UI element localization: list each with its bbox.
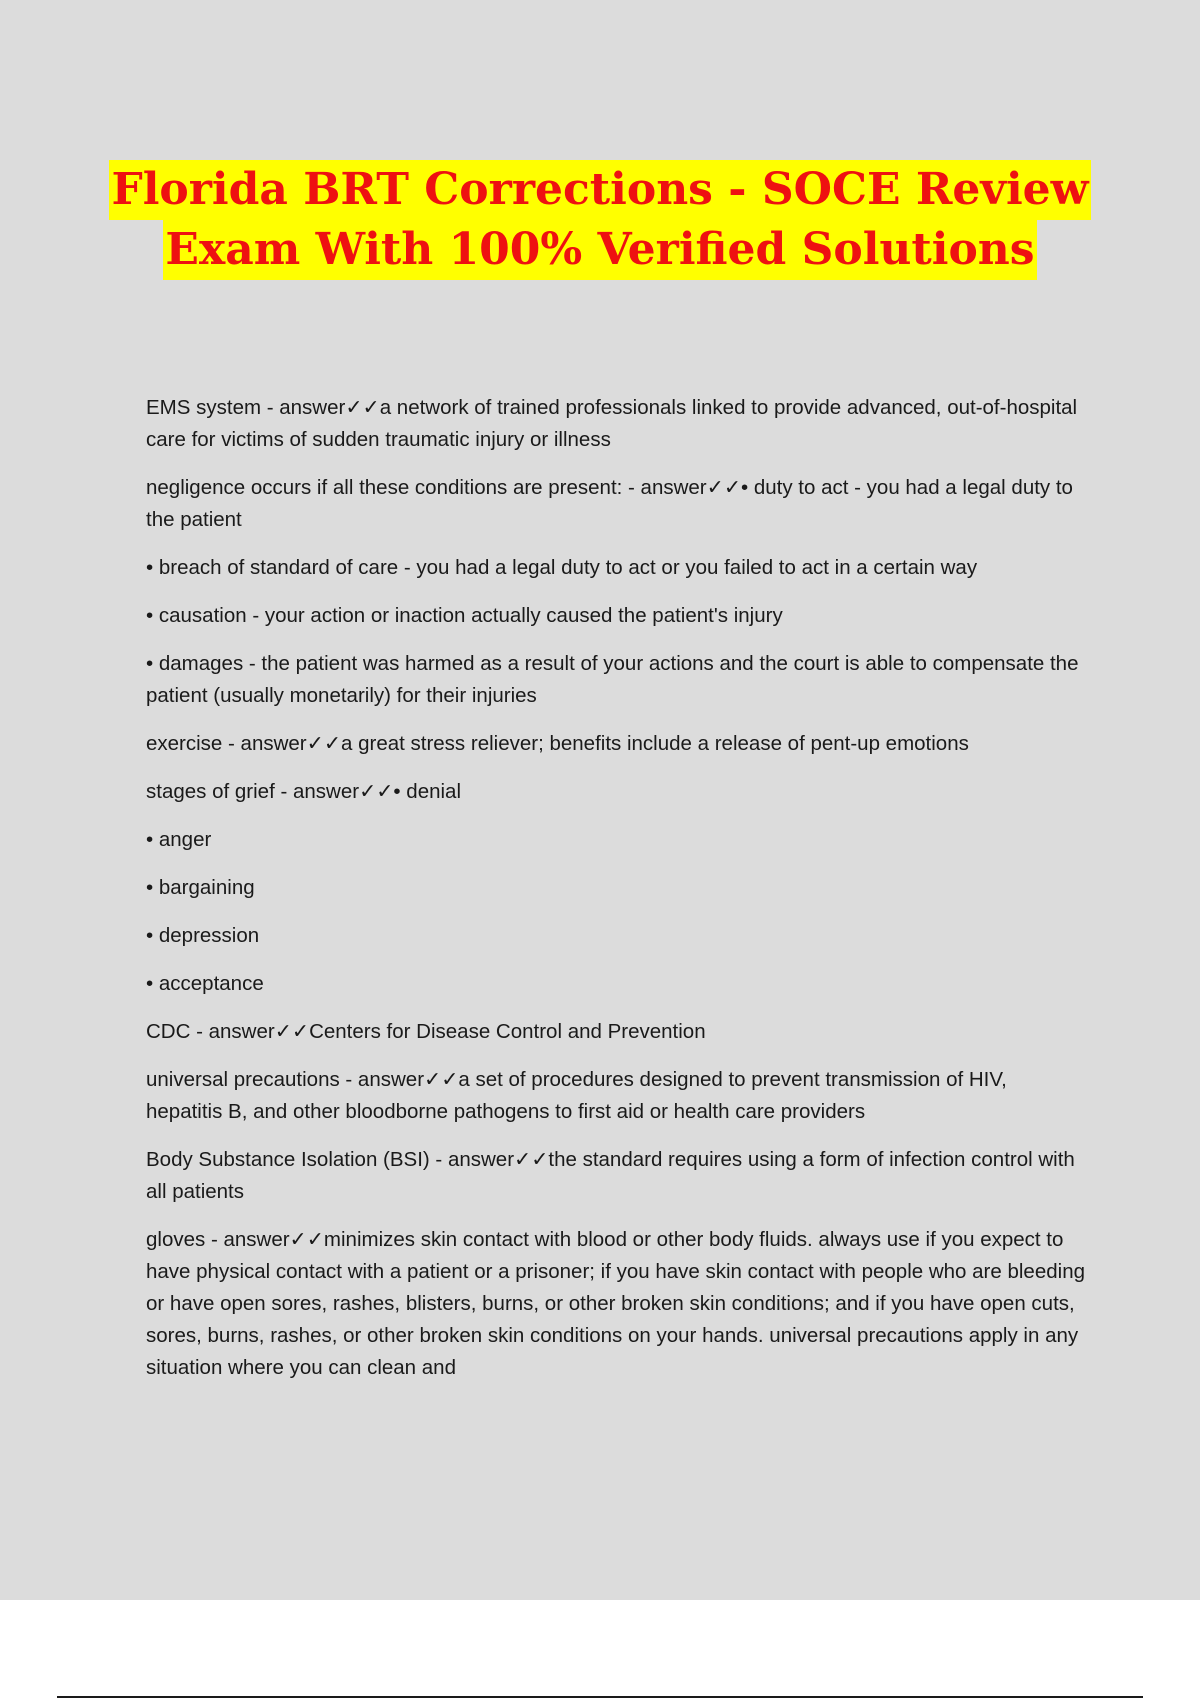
paragraph-negligence: negligence occurs if all these conditions are present: - answer✓✓• duty to act - you had a legal duty to the patient <box>146 476 1073 531</box>
document-body <box>146 392 1086 1400</box>
paragraph-gloves: gloves - answer✓✓minimizes skin contact with blood or other body fluids. always use if you expect to have physical contact with a patient or a prisoner; if you have skin contact with people who are bleeding or have open sores, rashes, blisters, burns, or other broken skin conditions; and if you have open cuts, sores, burns, rashes, or other broken skin conditions on your hands. universal precautions apply in any situation where you can clean and <box>146 1228 1085 1379</box>
paragraph-universal-precautions: universal precautions - answer✓✓a set of procedures designed to prevent transmission of HIV, hepatitis B, and other bloodborne pathogens to first aid or health care providers <box>146 1068 1007 1123</box>
paragraph-exercise: exercise - answer✓✓a great stress reliever; benefits include a release of pent-up emotions <box>146 732 969 755</box>
document-title <box>0 160 1200 280</box>
paragraph-causation: • causation - your action or inaction actually caused the patient's injury <box>146 604 783 627</box>
title-line-1: Florida BRT Corrections - SOCE Review <box>109 160 1090 220</box>
title-line-2: Exam With 100% Verified Solutions <box>163 220 1036 280</box>
paragraph-stages-of-grief: stages of grief - answer✓✓• denial <box>146 780 462 803</box>
paragraph-ems-system: EMS system - answer✓✓a network of trained professionals linked to provide advanced, out-of-hospital care for victims of sudden traumatic injury or illness <box>146 396 1078 451</box>
paragraph-bargaining: • bargaining <box>146 876 255 899</box>
footer-divider <box>57 1696 1143 1698</box>
paragraph-acceptance: • acceptance <box>146 972 264 995</box>
paragraph-damages: • damages - the patient was harmed as a result of your actions and the court is able to compensate the patient (usually monetarily) for their injuries <box>146 652 1079 707</box>
paragraph-depression: • depression <box>146 924 260 947</box>
paragraph-breach: • breach of standard of care - you had a legal duty to act or you failed to act in a certain way <box>146 556 978 579</box>
paragraph-cdc: CDC - answer✓✓Centers for Disease Control and Prevention <box>146 1020 706 1043</box>
paragraph-anger: • anger <box>146 828 212 851</box>
paragraph-bsi: Body Substance Isolation (BSI) - answer✓✓the standard requires using a form of infection control with all patients <box>146 1148 1075 1203</box>
